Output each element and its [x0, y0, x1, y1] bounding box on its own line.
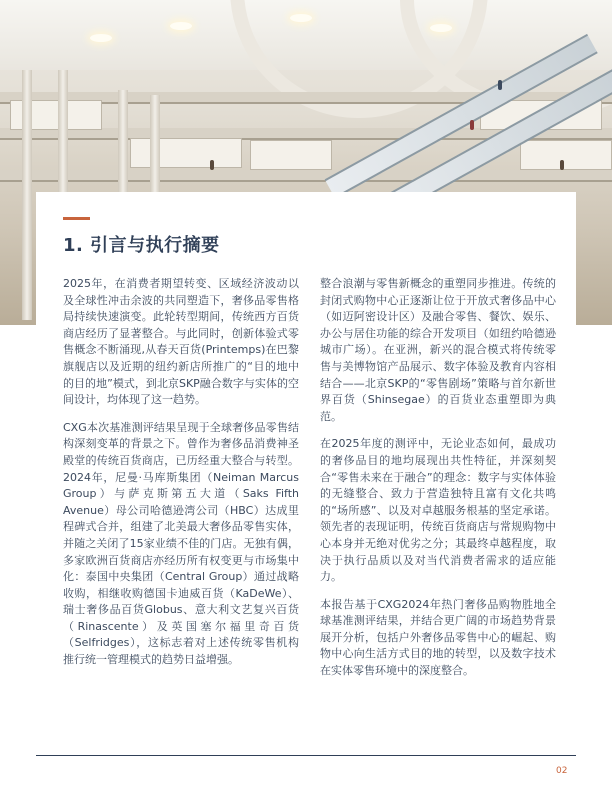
ceiling-light [90, 34, 112, 42]
storefront [130, 138, 242, 168]
body-paragraph: 整合浪潮与零售新概念的重塑同步推进。传统的封闭式购物中心正逐渐让位于开放式奢侈品中心（如迈阿密设计区）及融合零售、餐饮、娱乐、办公与居住功能的综合开发项目（如纽约哈德逊城市广场）。在亚洲，新兴的混合模式将传统零售与美博物馆产品展示、数字体验及教育内容相结合——北京SKP的“零售剧场”策略与首尔新世界百货（Shinsegae）的百货业态重塑即为典范。 [320, 277, 556, 423]
footer-divider [36, 755, 576, 756]
section-title: 1. 引言与执行摘要 [63, 235, 220, 256]
ceiling-light [170, 22, 192, 30]
text-column-right [320, 276, 556, 691]
mall-floor-level [0, 170, 612, 182]
shopper-figure [560, 160, 564, 170]
title-accent-bar [63, 217, 90, 220]
body-paragraph: 本报告基于CXG2024年热门奢侈品购物胜地全球基准测评结果，并结合更广阔的市场趋势背景展开分析，包括户外奢侈品零售中心的崛起、购物中心向生活方式目的地的转型，以及数字技术在实体零售环境中的深度整合。 [320, 597, 556, 678]
text-column-left [63, 276, 299, 680]
body-paragraph: 2025年，在消费者期望转变、区域经济波动以及全球性冲击余波的共同塑造下，奢侈品零售格局持续快速演变。此轮转型期间，传统西方百货商店经历了显著整合。与此同时，创新体验式零售概念不断涌现,从春天百货(Printemps)在巴黎旗舰店以及近期的纽约新店所推广的“目的地中的目的地”模式，到北京SKP融合数字与实体的空间设计，均体现了这一趋势。 [63, 277, 299, 407]
body-paragraph: 在2025年度的测评中，无论业态如何，最成功的奢侈品目的地均展现出共性特征，并深刻契合“零售未来在于融合”的理念：数字与实体体验的无缝整合、致力于营造独特且富有文化共鸣的“场所感”、以及对卓越服务根基的坚定承诺。领先者的表现证明，传统百货商店与常规购物中心本身并无绝对优劣之分；其最终卓越程度，取决于执行品质以及对当代消费者需求的适应能力。 [320, 437, 556, 584]
shopper-figure [498, 80, 502, 90]
shopper-figure [470, 120, 474, 130]
body-paragraph: CXG本次基准测评结果呈现于全球奢侈品零售结构深刻变革的背景之下。曾作为奢侈品消费神圣殿堂的传统百货商店，已历经重大整合与转型。2024年，尼曼·马库斯集团（Neiman Marcus Group）与萨克斯第五大道（Saks Fifth Avenue）母公司哈德逊湾公司（HBC）达成里程碑式合并，组建了北美最大奢侈品零售实体，并随之关闭了15家业绩不佳的门店。无独有偶，多家欧洲百货商店亦经历所有权变更与市场集中化：泰国中央集团（Central Group）通过战略收购，相继收购德国卡迪威百货（KaDeWe）、瑞士奢侈品百货Globus、意大利文艺复兴百货（Rinascente）及英国塞尔福里奇百货（Selfridges），这标志着对上述传统零售机构推行统一管理模式的趋势日益增强。 [63, 420, 299, 667]
page-number: 02 [556, 766, 568, 776]
shopper-figure [210, 160, 214, 170]
pillar [22, 70, 32, 320]
storefront [250, 140, 332, 170]
storefront [520, 140, 612, 170]
